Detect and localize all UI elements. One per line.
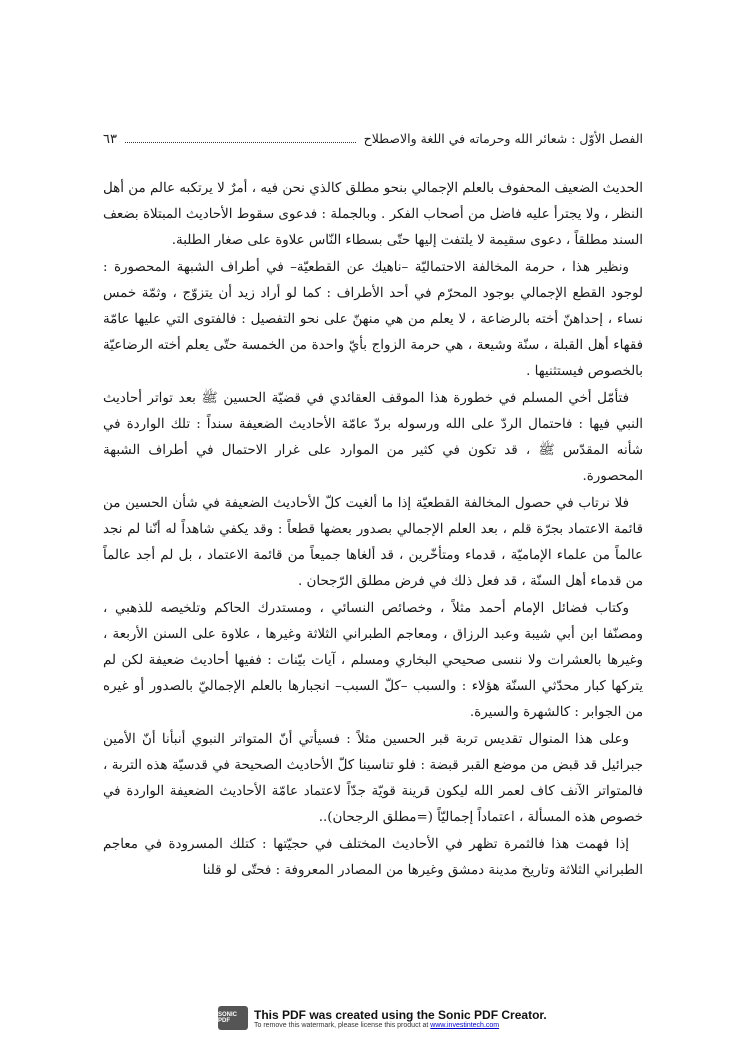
header-leader-dots: [125, 132, 356, 143]
paragraph-1: الحديث الضعيف المحفوف بالعلم الإجمالي بنحو مطلق كالذي نحن فيه ، أمرٌ لا يرتكبه عالم من أهل النظر ، ولا يجترأ عليه فاضل من أصحاب الفكر . وبالجملة : فدعوى سقوط الأحاديث المبتلاة بضعف السند مطلقاً ، دعوى سقيمة لا يلتفت إليها حتّى بسطاء النّاس علاوة على صغار الطلبة.: [103, 181, 643, 248]
paragraph-6: وعلى هذا المنوال تقديس تربة قبر الحسين مثلاً : فسيأتي أنّ المتواتر النبوي أنبأنا أنّ الأمين جبرائيل قد قبض من موضع القبر قبضة : فلو تناسينا كلّ الأحاديث الصحيحة في قدسيّة هذه التربة ، فالمتواتر الآنف كاف لعمر الله ليكون قرينة قويّة جدّاً لاعتماد عامّة الأحاديث الضعيفة الواردة في خصوص هذه المسألة ، اعتماداً إجماليّاً (=مطلق الرجحان)..: [103, 732, 643, 825]
paragraph-7: إذا فهمت هذا فالثمرة تظهر في الأحاديث المختلف في حجيّتها : كتلك المسرودة في معاجم الطبراني الثلاثة وتاريخ مدينة دمشق وغيرها من المصادر المعروفة : فحتّى لو قلنا: [103, 837, 643, 878]
paragraph-2: ونظير هذا ، حرمة المخالفة الاحتماليّة –ناهيك عن القطعيّة– في أطراف الشبهة المحصورة : لوجود القطع الإجمالي بوجود المحرّم في أحد الأطراف : كما لو أراد زيد أن يتزوّج ، وثمّة خمس نساء ، إحداهنّ أخته بالرضاعة ، لا يعلم من هي منهنّ على نحو التفصيل : فالفتوى التي عليها عامّة فقهاء أهل القبلة ، سنّة وشيعة ، هي حرمة الزواج بأيّ واحدة من الخمسة حتّى يعلم أخته الرضاعيّة بالخصوص فيستثنيها .: [103, 260, 643, 379]
page-header: [103, 131, 643, 153]
watermark-link[interactable]: www.investintech.com: [430, 1021, 500, 1029]
body-text: [103, 176, 643, 885]
sonic-pdf-logo-icon: SONIC PDF: [218, 1006, 248, 1030]
watermark-sub-text: [254, 1022, 547, 1029]
page-number: ٦٣: [103, 132, 117, 147]
chapter-title: الفصل الأوّل : شعائر الله وحرماته في اللغة والاصطلاح: [363, 131, 643, 146]
watermark-main-text: This PDF was created using the Sonic PDF Creator.: [254, 1007, 547, 1022]
paragraph-5: وكتاب فضائل الإمام أحمد مثلاً ، وخصائص النسائي ، ومستدرك الحاكم وتلخيصه للذهبي ، ومصنّفا ابن أبي شيبة وعبد الرزاق ، ومعاجم الطبراني الثلاثة وغيرها ، علاوة على السنن الأربعة ، وغيرها بالعشرات ولا ننسى صحيحي البخاري ومسلم ، آيات بيّنات : ففيها أحاديث ضعيفة لكن لم يتركها كبار محدّثي السنّة هؤلاء : والسبب –كلّ السبب– انجبارها بالعلم الإجماليّ بالصدور أو غيره من الجوابر : كالشهرة والسيرة.: [103, 601, 643, 720]
paragraph-3: فتأمّل أخي المسلم في خطورة هذا الموقف العقائدي في قضيّة الحسين ﷺ بعد تواتر أحاديث النبي فيها : فاحتمال الردّ على الله ورسوله بردّ عامّة الأحاديث الضعيفة سنداً : تلك الواردة في شأنه المقدّس ﷺ ، قد تكون في كثير من الموارد على غرار الاحتمال في أطراف الشبهة المحصورة.: [103, 391, 643, 484]
paragraph-4: فلا نرتاب في حصول المخالفة القطعيّة إذا ما ألغيت كلّ الأحاديث الضعيفة في شأن الحسين من قائمة الاعتماد بجرّة قلم ، بعد العلم الإجمالي بصدور بعضها قطعاً : وقد يكفي شاهداً له أنّنا لم نجد عالماً من علماء الإماميّة ، قدماء ومتأخّرين ، قد ألغاها جميعاً من قائمة الاعتماد ، بل لم أجد عالماً من قدماء أهل السنّة ، قد فعل ذلك في فرض مطلق الرّجحان .: [103, 496, 643, 589]
watermark-license-text: To remove this watermark, please license this product at: [254, 1021, 429, 1029]
pdf-watermark: [218, 1003, 547, 1033]
